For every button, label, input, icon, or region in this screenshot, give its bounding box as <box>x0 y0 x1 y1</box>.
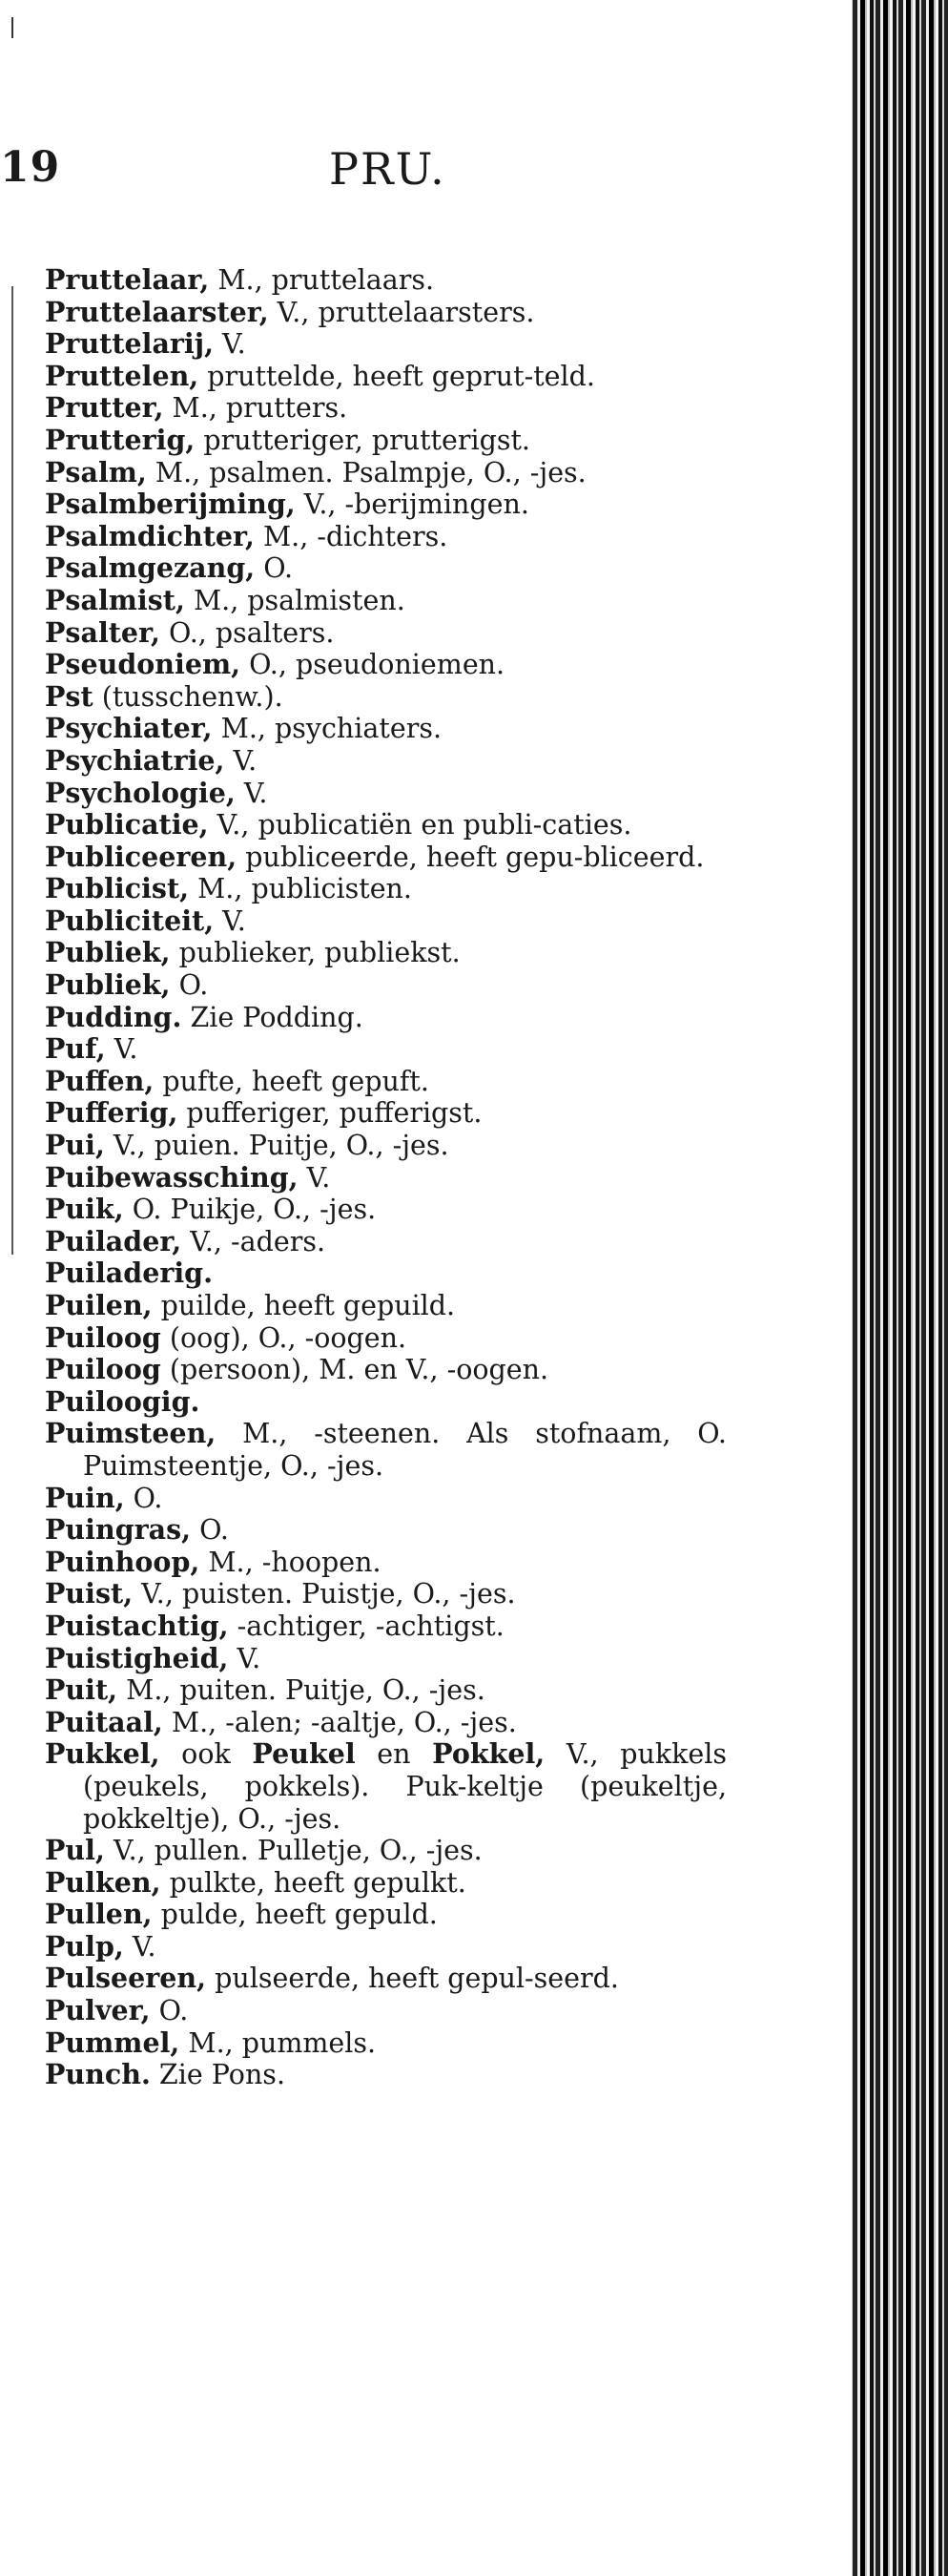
dictionary-entry <box>45 841 727 874</box>
entry-definition: M., puiten. Puitje, O., -jes. <box>117 1674 485 1707</box>
entry-headword: Publiciteit, <box>45 904 215 937</box>
entry-definition: pufte, heeft gepuft. <box>154 1065 429 1097</box>
entry-headword: Prutter, <box>45 391 164 425</box>
entry-headword: Pseudoniem, <box>45 648 241 681</box>
running-head: PRU. <box>329 143 446 195</box>
entry-headword: Pummel, <box>45 2025 180 2059</box>
entry-headword: Puf, <box>45 1032 106 1066</box>
entry-definition: V. <box>235 777 268 809</box>
dictionary-entry <box>45 1610 727 1643</box>
dictionary-entry <box>45 617 727 650</box>
entry-definition: publiceerde, heeft gepu-bliceerd. <box>237 841 705 873</box>
entry-definition: M., -steenen. Als stofnaam, O. Puimsteentje, O., -jes. <box>83 1418 727 1482</box>
entry-headword: Pulp, <box>45 1929 124 1963</box>
entry-headword: Psalter, <box>45 615 160 649</box>
entry-definition: (persoon), M. en V., -oogen. <box>160 1354 549 1386</box>
entry-definition: V., -aders. <box>181 1225 326 1257</box>
margin-rule <box>11 286 13 1255</box>
entry-definition: O. <box>255 552 294 585</box>
dictionary-entry <box>45 1514 727 1547</box>
entry-headword: Psychiatrie, <box>45 743 225 777</box>
dictionary-entry <box>45 969 727 1002</box>
dictionary-entry <box>45 1322 727 1355</box>
entry-headword: Puist, <box>45 1577 134 1610</box>
entry-definition: M., psalmisten. <box>184 584 405 616</box>
dictionary-entry <box>45 488 727 521</box>
book-spine-edge <box>844 0 948 2576</box>
entry-definition: ook <box>159 1738 253 1771</box>
dictionary-entry <box>45 1547 727 1579</box>
dictionary-entry <box>45 2059 727 2091</box>
dictionary-entry <box>45 1257 727 1290</box>
entry-definition: publieker, publiekst. <box>170 937 461 969</box>
entry-definition: V., pullen. Pulletje, O., -jes. <box>104 1835 483 1867</box>
dictionary-entry <box>45 328 727 361</box>
dictionary-entry <box>45 649 727 681</box>
entry-headword: Puiloogig. <box>45 1384 200 1418</box>
dictionary-entry <box>45 1738 727 1835</box>
entry-headword: Puffen, <box>45 1064 155 1097</box>
dictionary-entry <box>45 457 727 489</box>
entry-headword: Puilader, <box>45 1224 182 1257</box>
page-number: 19 <box>0 143 61 192</box>
dictionary-entry <box>45 1033 727 1066</box>
entry-headword: Prutterig, <box>45 423 196 456</box>
entry-headword: Puiladerig. <box>45 1257 214 1290</box>
dictionary-entry <box>45 745 727 778</box>
entry-definition: M., -dichters. <box>254 520 448 552</box>
entry-headword: Pukkel, <box>45 1737 160 1771</box>
entry-headword: Psychiater, <box>45 712 213 745</box>
entry-definition: pulseerde, heeft gepul-seerd. <box>206 1963 619 1995</box>
dictionary-entry <box>45 1835 727 1867</box>
dictionary-entry <box>45 521 727 553</box>
entry-headword: Puik, <box>45 1193 124 1226</box>
entry-headword: Psalm, <box>45 455 147 488</box>
entry-headword: Psalmgezang, <box>45 551 256 585</box>
entry-definition: Zie Podding. <box>181 1001 363 1033</box>
entry-definition: V., publicatiën en publi-caties. <box>208 809 632 841</box>
dictionary-entry <box>45 1130 727 1162</box>
dictionary-entry <box>45 425 727 457</box>
entry-headword: Pokkel, <box>432 1737 546 1771</box>
entry-headword: Pullen, <box>45 1898 153 1931</box>
entry-definition: pulkte, heeft gepulkt. <box>160 1866 466 1899</box>
dictionary-entry <box>45 392 727 425</box>
dictionary-entry <box>45 1707 727 1739</box>
dictionary-entry <box>45 361 727 393</box>
entry-headword: Punch. <box>45 2058 151 2091</box>
entry-definition: O., psalters. <box>159 616 335 649</box>
entry-definition: M., publicisten. <box>189 873 412 905</box>
entry-headword: Pulseeren, <box>45 1962 207 1995</box>
entry-headword: Puistigheid, <box>45 1641 229 1674</box>
entry-headword: Puiloog <box>45 1353 161 1386</box>
dictionary-entry <box>45 713 727 745</box>
entry-definition: V., pukkels (peukels, pokkels). Puk-keltje (peukeltje, pokkeltje), O., -jes. <box>83 1738 727 1835</box>
entry-headword: Puit, <box>45 1673 118 1707</box>
dictionary-entry <box>45 1162 727 1195</box>
dictionary-entry <box>45 297 727 329</box>
dictionary-entry <box>45 1867 727 1900</box>
dictionary-entry-list <box>45 264 727 2091</box>
entry-definition: O. <box>191 1514 229 1547</box>
entry-headword: Puingras, <box>45 1513 192 1547</box>
entry-definition: M., -hoopen. <box>199 1546 381 1578</box>
entry-headword: Puin, <box>45 1481 125 1514</box>
entry-headword: Psychologie, <box>45 776 236 809</box>
entry-definition: V. <box>214 904 246 937</box>
entry-definition: O., pseudoniemen. <box>240 649 505 681</box>
entry-headword: Puitaal, <box>45 1705 163 1738</box>
entry-headword: Psalmist, <box>45 583 185 616</box>
dictionary-entry <box>45 1674 727 1707</box>
entry-definition: V., puisten. Puistje, O., -jes. <box>133 1578 516 1610</box>
entry-definition: M., pruttelaars. <box>209 264 435 296</box>
entry-headword: Puiloog <box>45 1320 161 1354</box>
entry-headword: Pulken, <box>45 1865 161 1899</box>
entry-definition: O. <box>124 1482 163 1514</box>
dictionary-entry <box>45 937 727 969</box>
entry-definition: prutteriger, prutterigst. <box>195 424 530 456</box>
entry-headword: Puilen, <box>45 1289 153 1321</box>
entry-headword: Pudding. <box>45 1000 182 1033</box>
dictionary-entry <box>45 1899 727 1931</box>
dictionary-entry <box>45 809 727 841</box>
dictionary-entry <box>45 905 727 938</box>
entry-headword: Pufferig, <box>45 1096 178 1130</box>
entry-headword: Peukel <box>252 1737 356 1771</box>
spine-gutter <box>844 0 852 2576</box>
entry-definition: pulde, heeft gepuld. <box>152 1899 438 1931</box>
dictionary-entry <box>45 1995 727 2027</box>
entry-definition: V., pruttelaarsters. <box>268 296 535 328</box>
dictionary-entry <box>45 1194 727 1226</box>
entry-headword: Publiceeren, <box>45 840 237 873</box>
dictionary-entry <box>45 1643 727 1675</box>
dictionary-entry <box>45 264 727 297</box>
dictionary-entry <box>45 778 727 810</box>
dictionary-entry <box>45 1578 727 1610</box>
entry-definition: V. <box>214 328 246 361</box>
entry-headword: Pruttelaar, <box>45 263 210 296</box>
entry-definition: M., psalmen. Psalmpje, O., -jes. <box>146 456 587 488</box>
entry-definition: O. <box>170 969 209 1002</box>
entry-definition: M., prutters. <box>163 392 348 425</box>
entry-headword: Pruttelaarster, <box>45 295 269 328</box>
dictionary-entry <box>45 681 727 714</box>
entry-definition: M., pummels. <box>179 2026 377 2059</box>
entry-definition: (tusschenw.). <box>93 680 283 713</box>
entry-definition: M., psychiaters. <box>212 713 443 745</box>
entry-headword: Publiek, <box>45 936 171 969</box>
dictionary-entry <box>45 1002 727 1034</box>
entry-definition: V., -berijmingen. <box>295 488 529 521</box>
entry-headword: Puinhoop, <box>45 1545 200 1578</box>
entry-definition: Zie Pons. <box>150 2059 285 2091</box>
entry-definition: O. <box>150 1995 189 2027</box>
entry-definition: V. <box>105 1033 138 1066</box>
entry-definition: V. <box>123 1930 156 1963</box>
dictionary-entry <box>45 1386 727 1419</box>
entry-definition: V. <box>224 744 258 777</box>
dictionary-entry <box>45 1354 727 1386</box>
dictionary-entry <box>45 2027 727 2060</box>
dictionary-entry <box>45 1418 727 1482</box>
entry-definition: -achtiger, -achtigst. <box>228 1610 505 1642</box>
entry-headword: Pst <box>45 679 93 713</box>
dictionary-entry <box>45 585 727 617</box>
dictionary-entry <box>45 552 727 585</box>
entry-definition: pruttelde, heeft geprut-teld. <box>198 360 595 392</box>
entry-definition: pufferiger, pufferigst. <box>177 1097 483 1130</box>
entry-definition: (oog), O., -oogen. <box>160 1321 407 1354</box>
entry-definition: V. <box>228 1642 261 1674</box>
entry-headword: Psalmdichter, <box>45 519 255 552</box>
entry-definition: V., puien. Puitje, O., -jes. <box>104 1130 449 1162</box>
entry-headword: Psalmberijming, <box>45 488 296 521</box>
entry-headword: Puibewassching, <box>45 1160 299 1194</box>
dictionary-entry <box>45 1963 727 1995</box>
dictionary-entry <box>45 1290 727 1322</box>
entry-headword: Pruttelarij, <box>45 327 214 361</box>
entry-headword: Puimsteen, <box>45 1417 216 1450</box>
entry-definition: puilde, heeft gepuild. <box>152 1290 456 1321</box>
dictionary-entry <box>45 1066 727 1098</box>
dictionary-entry <box>45 1097 727 1130</box>
entry-definition: M., -alen; -aaltje, O., -jes. <box>162 1706 517 1738</box>
entry-headword: Pul, <box>45 1834 105 1867</box>
entry-headword: Pui, <box>45 1129 105 1162</box>
dictionary-entry <box>45 873 727 905</box>
entry-headword: Pulver, <box>45 1994 151 2027</box>
entry-definition: V. <box>298 1161 331 1194</box>
dictionary-entry <box>45 1931 727 1963</box>
dictionary-entry <box>45 1483 727 1515</box>
entry-headword: Puistachtig, <box>45 1609 229 1642</box>
entry-headword: Pruttelen, <box>45 359 199 392</box>
entry-headword: Publicist, <box>45 872 190 905</box>
entry-headword: Publicatie, <box>45 808 209 841</box>
entry-definition: en <box>355 1738 433 1771</box>
entry-headword: Publiek, <box>45 968 171 1002</box>
entry-definition: O. Puikje, O., -jes. <box>123 1194 377 1226</box>
dictionary-entry <box>45 1226 727 1258</box>
margin-tick-mark <box>11 17 13 38</box>
